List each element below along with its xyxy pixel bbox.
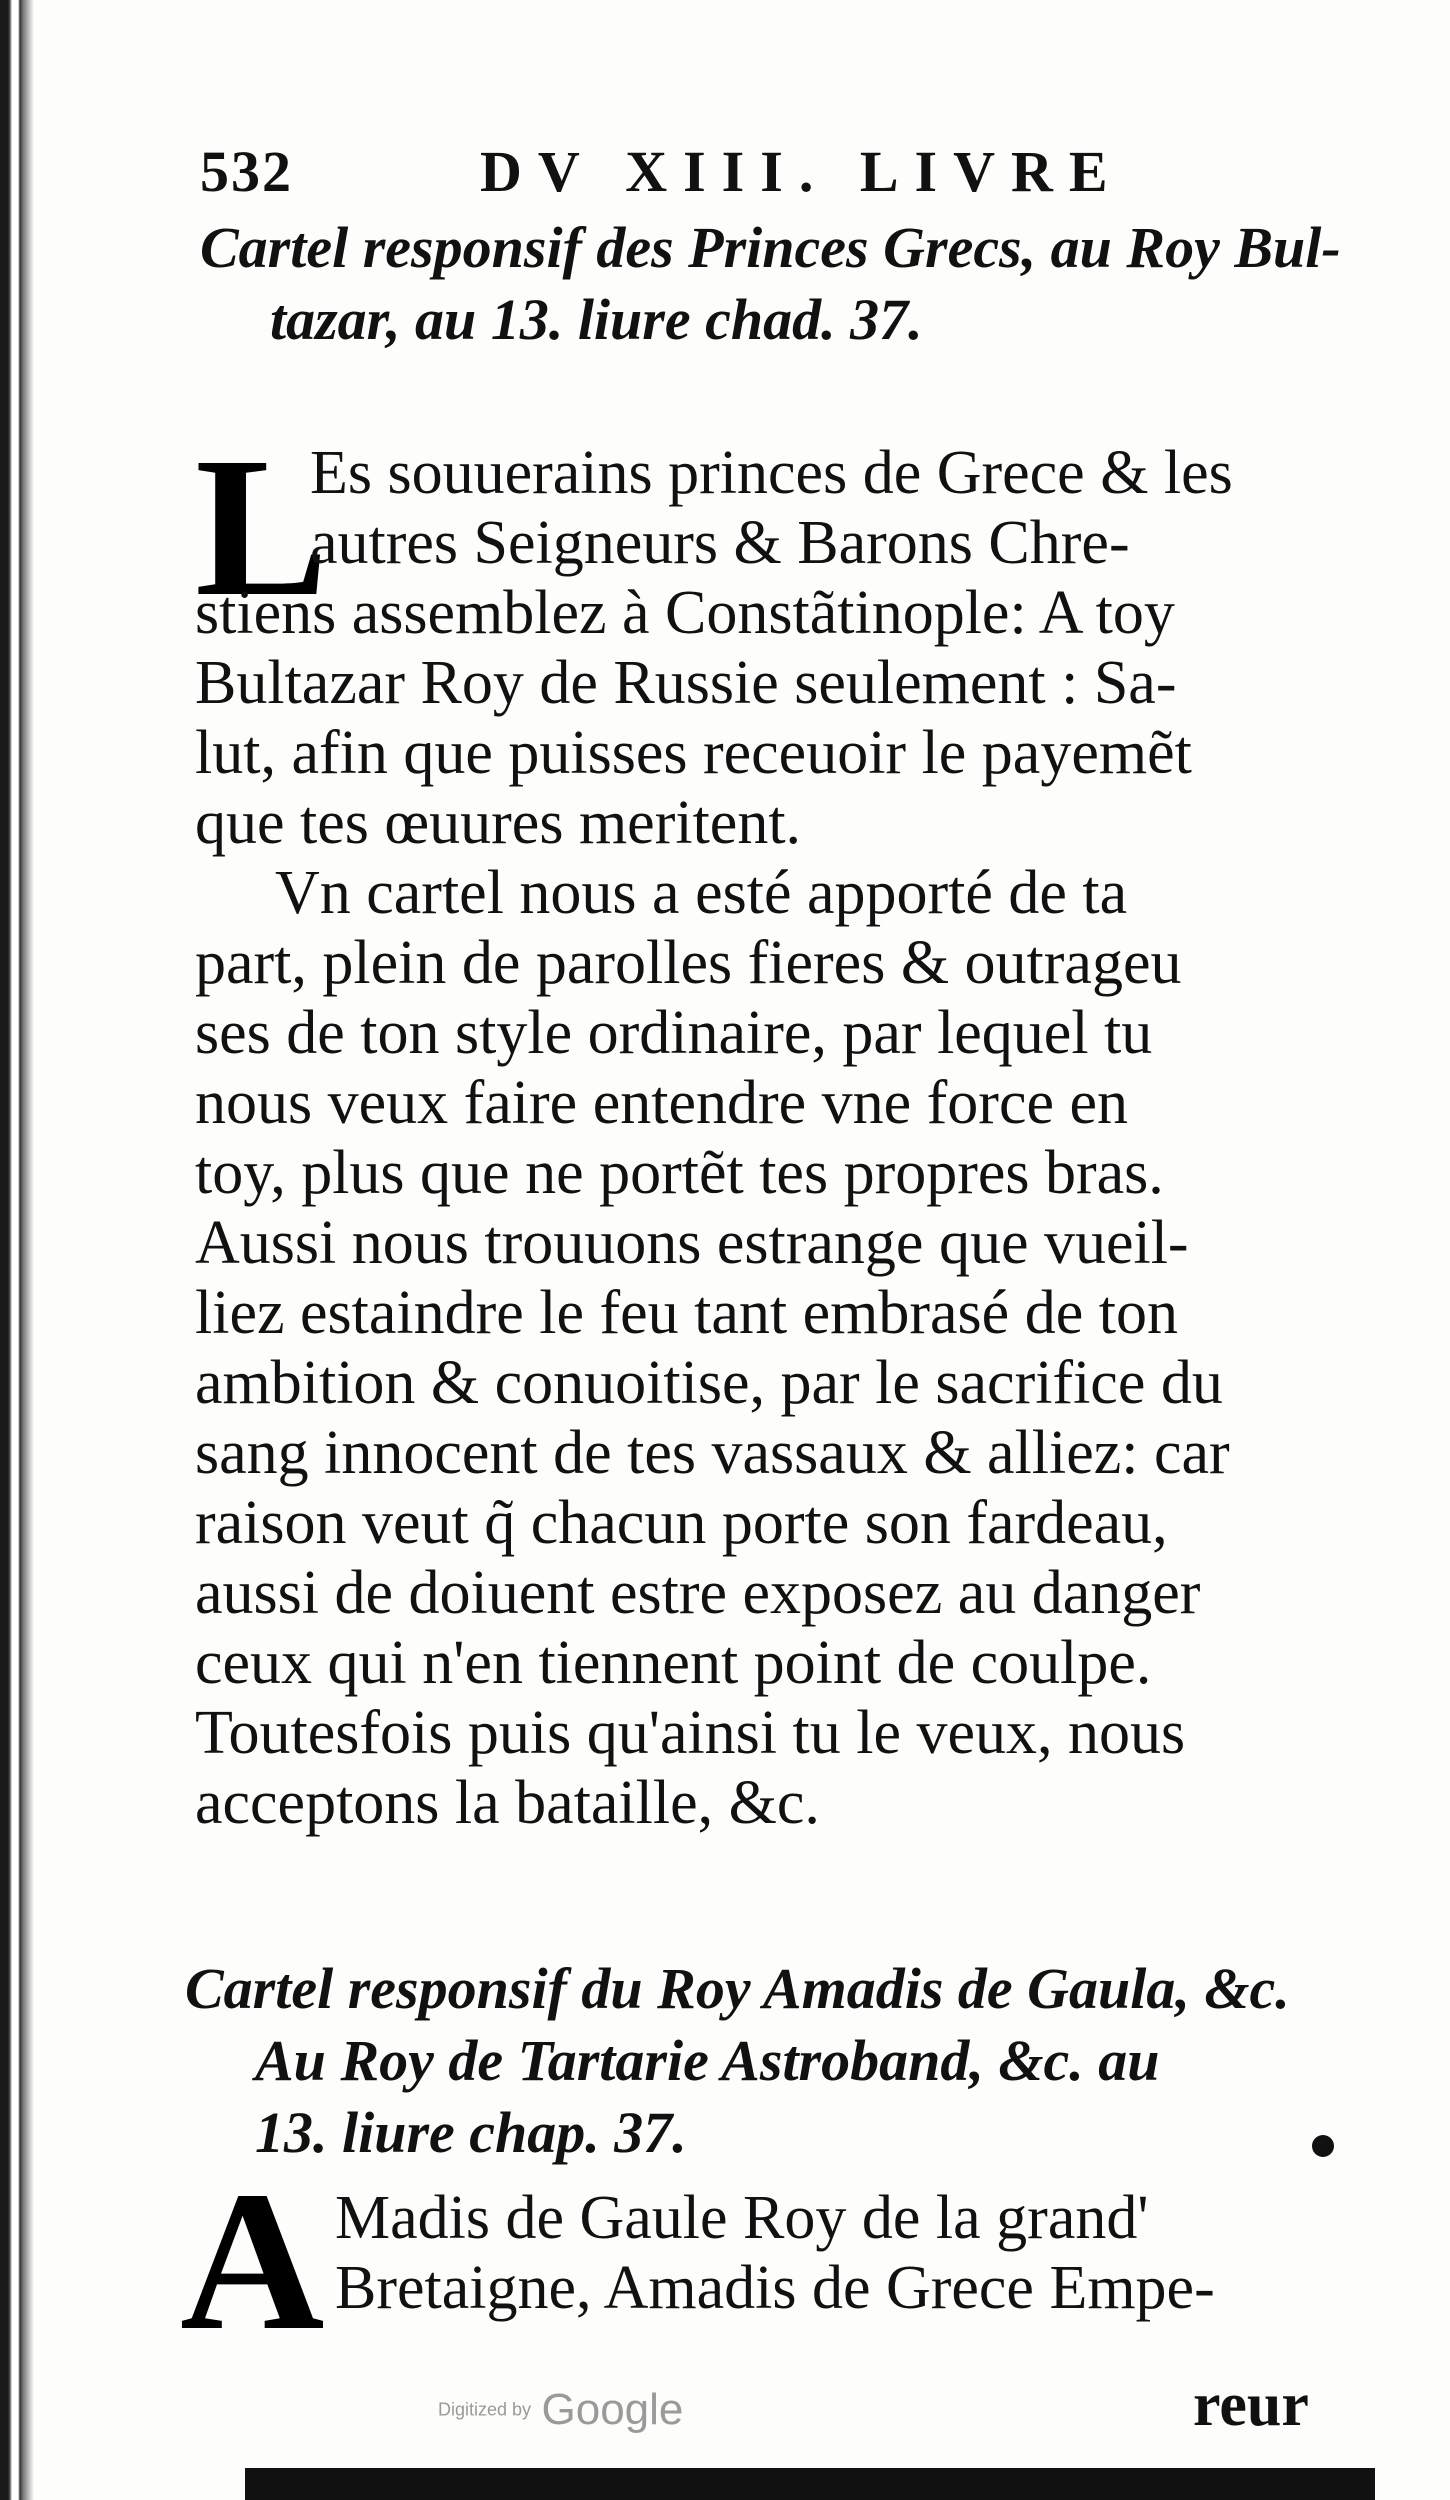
heading-line: 13. liure chap. 37. [255,2100,687,2165]
body-line: Toutesfois puis qu'ainsi tu le veux, nous [195,1699,1186,1767]
drop-cap-letter: L [195,417,329,638]
running-title: DV XIII. LIVRE [480,139,1124,204]
body-line: stiens assemblez à Constãtinople: A toy [195,579,1175,647]
google-logo-text: Google [541,2385,684,2434]
digitizer-prefix: Digitized by [438,2399,532,2420]
body-line: lut, afin que puisses receuoir le payemẽt [195,719,1192,787]
heading-line: tazar, au 13. liure chad. 37. [270,287,923,352]
body-line: ceux qui n'en tiennent point de coulpe. [195,1629,1152,1697]
ink-dot-mark [1312,2135,1334,2157]
section-heading-1 [200,212,1340,356]
body-line: part, plein de parolles fieres & outrageu [195,929,1182,997]
body-line: Vn cartel nous a esté apporté de ta [275,859,1128,927]
body-line: ses de ton style ordinaire, par lequel tu [195,999,1153,1067]
body-line: ambition & conuoitise, par le sacrifice du [195,1349,1223,1417]
body-line: Bultazar Roy de Russie seulement : Sa- [195,649,1177,717]
body-line: Bretaigne, Amadis de Grece Empe- [335,2254,1215,2322]
drop-cap-letter: A [180,2151,325,2372]
section-body-2 [190,2183,1340,2323]
body-line: Aussi nous trouuons estrange que vueil- [195,1209,1189,1277]
body-line: sang innocent de tes vassaux & alliez: car [195,1419,1230,1487]
body-line: raison veut q̃ chacun porte son fardeau, [195,1489,1168,1557]
body-line: toy, plus que ne portẽt tes propres bras. [195,1139,1164,1207]
body-line: autres Seigneurs & Barons Chre- [310,509,1130,577]
scan-bottom-border [245,2468,1375,2500]
body-line: liez estaindre le feu tant embrasé de ton [195,1279,1178,1347]
body-line: Madis de Gaule Roy de la grand' [335,2184,1149,2252]
section-heading-2 [185,1953,1345,2169]
page-number: 532 [200,139,293,204]
heading-line: Cartel responsif des Princes Grecs, au Roy Bul- [200,215,1341,280]
heading-line: Cartel responsif du Roy Amadis de Gaula, &c. [185,1956,1290,2021]
body-line: que tes œuures meritent. [195,789,802,857]
body-line: aussi de doiuent estre exposez au danger [195,1559,1201,1627]
digitizer-watermark [438,2385,683,2435]
page-header [200,138,1320,208]
page-binding-edge [0,0,34,2500]
body-line: acceptons la bataille, &c. [195,1769,820,1837]
catchword: reur [1193,2371,1309,2439]
heading-line: Au Roy de Tartarie Astroband, &c. au [255,2028,1160,2093]
body-line: Es souuerains princes de Grece & les [310,439,1233,507]
body-line: nous veux faire entendre vne force en [195,1069,1128,1137]
section-body-1 [195,438,1345,1838]
